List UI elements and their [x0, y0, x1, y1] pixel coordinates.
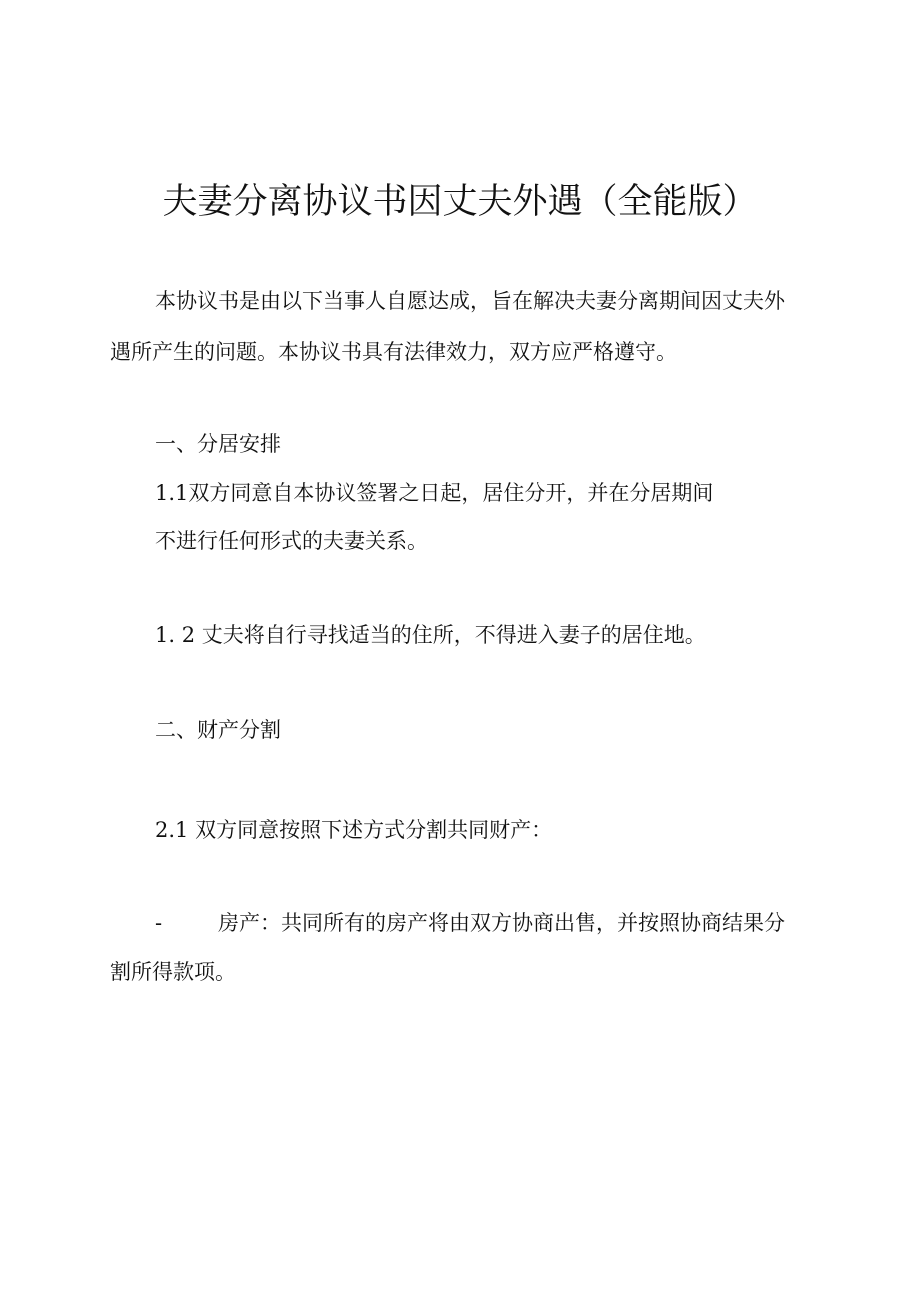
clause-1-1-line-1: 1.1双方同意自本协议签署之日起，居住分开，并在分居期间: [155, 481, 714, 505]
document-title: 夫妻分离协议书因丈夫外遇（全能版）: [162, 182, 758, 222]
section1-heading: 一、分居安排: [155, 432, 281, 456]
property-item-line-1: 房产：共同所有的房产将由双方协商出售，并按照协商结果分: [218, 911, 785, 935]
intro-line-2: 遇所产生的问题。本协议书具有法律效力，双方应严格遵守。: [110, 340, 677, 364]
clause-1-2: 1. 2 丈夫将自行寻找适当的住所，不得进入妻子的居住地。: [155, 623, 706, 647]
section2-heading: 二、财产分割: [155, 718, 281, 742]
clause-2-1: 2.1 双方同意按照下述方式分割共同财产：: [155, 818, 553, 842]
intro-line-1: 本协议书是由以下当事人自愿达成，旨在解决夫妻分离期间因丈夫外: [155, 289, 785, 313]
property-item-line-2: 割所得款项。: [110, 960, 236, 984]
clause-1-1-line-2: 不进行任何形式的夫妻关系。: [155, 529, 428, 553]
property-item-bullet: -: [155, 911, 163, 935]
